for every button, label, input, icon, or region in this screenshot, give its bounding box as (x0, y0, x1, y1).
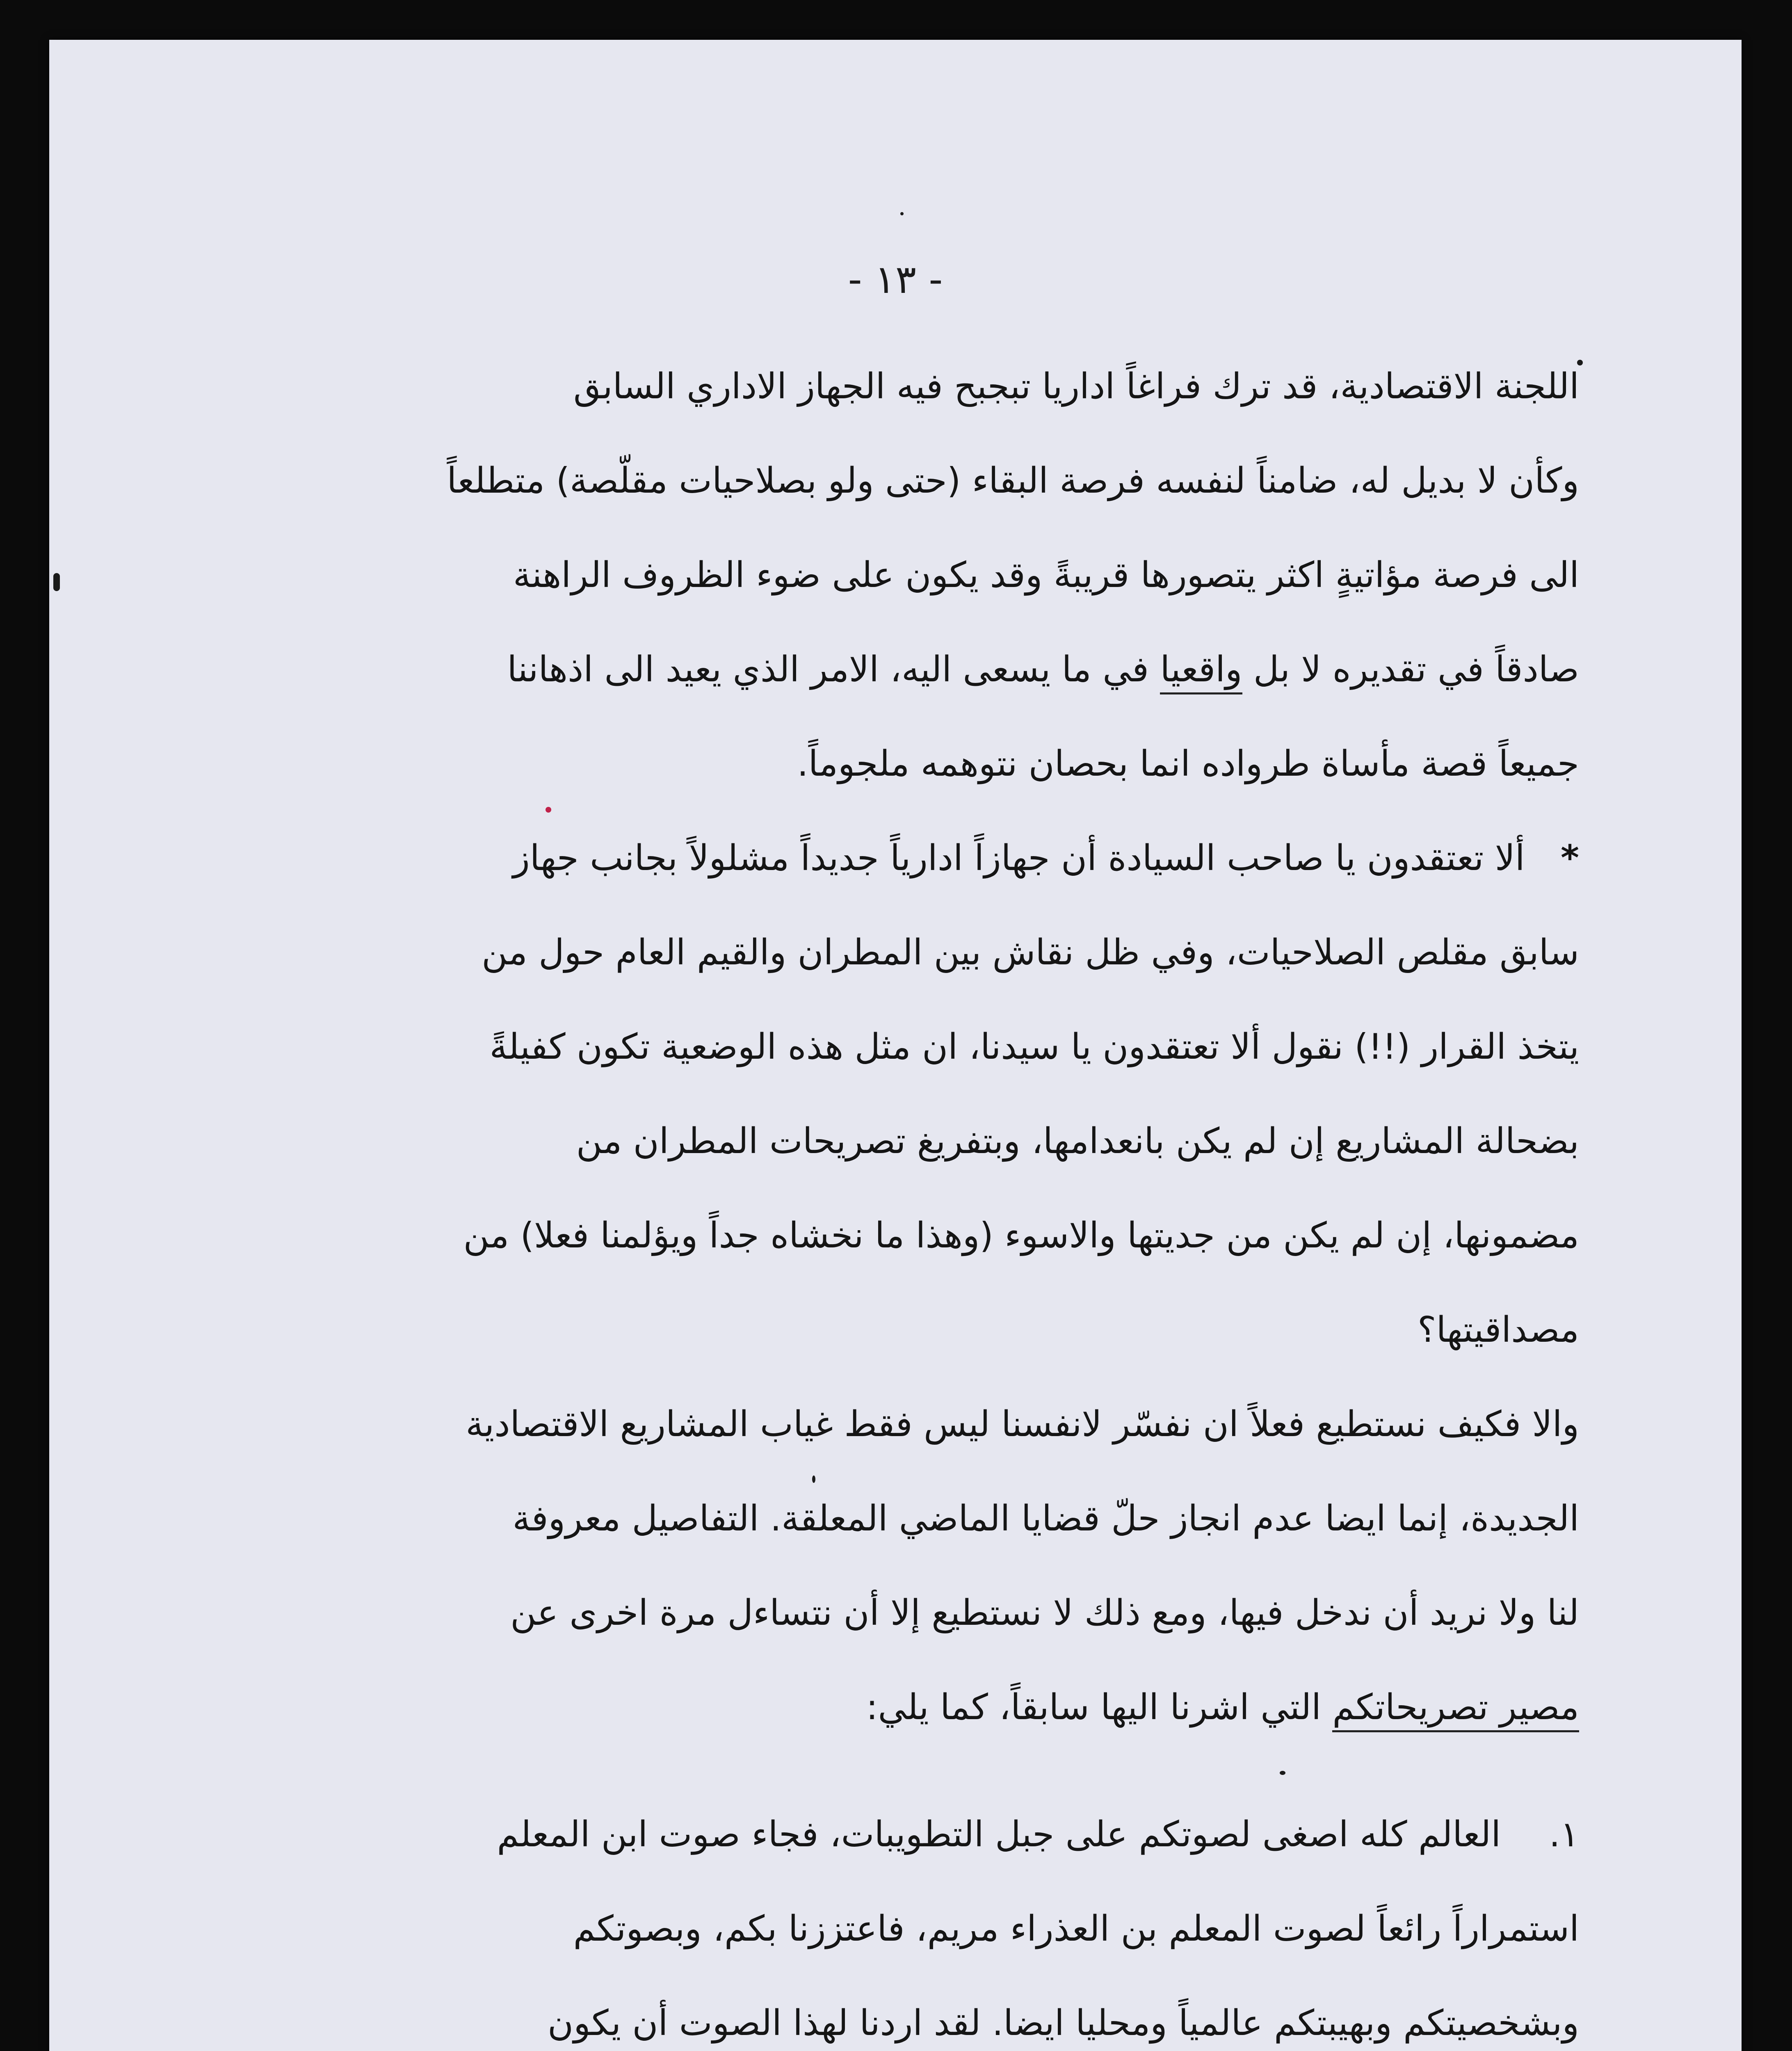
text-line: بضحالة المشاريع إن لم يكن بانعدامها، وبتفريغ تصريحات المطران من (576, 1121, 1579, 1162)
text-line: يتخذ القرار (!!) نقول ألا تعتقدون يا سيدنا، ان مثل هذه الوضعية تكون كفيلةً (489, 1026, 1579, 1067)
text-line: وبشخصيتكم وبهيبتكم عالمياً ومحليا ايضا. لقد اردنا لهذا الصوت أن يكون (548, 2003, 1579, 2044)
text-line: استمراراً رائعاً لصوت المعلم بن العذراء مريم، فاعتززنا بكم، وبصوتكم (573, 1908, 1579, 1949)
ink-mark (900, 212, 904, 215)
ink-mark (812, 1475, 815, 1483)
text-line: الى فرصة مؤاتيةٍ اكثر يتصورها قريبةً وقد يكون على ضوء الظروف الراهنة (513, 555, 1579, 596)
ink-mark (1577, 360, 1583, 365)
red-ink-mark (546, 807, 551, 813)
document-page (49, 40, 1742, 2051)
ink-mark (1280, 1771, 1285, 1775)
text-line: لنا ولا نريد أن ندخل فيها، ومع ذلك لا نستطيع إلا أن نتساءل مرة اخرى عن (510, 1592, 1579, 1633)
text-line (353, 1787, 1579, 1882)
text-line (353, 1660, 1579, 1754)
text-segment: ألا تعتقدون يا صاحب السيادة أن جهازاً ادارياً جديداً مشلولاً بجانب جهاز (513, 838, 1525, 879)
paragraph-1 (353, 339, 1579, 811)
text-line (353, 811, 1579, 905)
item-number: ١. (1549, 1814, 1579, 1855)
ink-mark (53, 573, 60, 591)
text-segment: في ما يسعى اليه، الامر الذي يعيد الى اذهاننا (507, 649, 1149, 690)
underlined-word: واقعيا (1160, 649, 1242, 694)
text-line: مضمونها، إن لم يكن من جديتها والاسوء (وهذا ما نخشاه جداً ويؤلمنا فعلا) من (463, 1215, 1579, 1256)
text-line: الجديدة، إنما ايضا عدم انجاز حلّ قضايا الماضي المعلقة. التفاصيل معروفة (512, 1498, 1579, 1539)
text-line: مصداقيتها؟ (1417, 1309, 1579, 1350)
text-segment: العالم كله اصغى لصوتكم على جبل التطويبات، فجاء صوت ابن المعلم (497, 1814, 1501, 1855)
text-line: وكأن لا بديل له، ضامناً لنفسه فرصة البقاء (حتى ولو بصلاحيات مقلّصة) متطلعاً (447, 460, 1579, 501)
paragraph-3 (353, 1377, 1579, 1754)
text-segment: صادقاً في تقديره لا بل (1253, 649, 1579, 690)
bullet-marker: * (1561, 838, 1579, 879)
text-segment: التي اشرنا اليها سابقاً، كما يلي: (866, 1687, 1321, 1728)
text-line: سابق مقلص الصلاحيات، وفي ظل نقاش بين المطران والقيم العام حول من (482, 932, 1579, 973)
text-line: اللجنة الاقتصادية، قد ترك فراغاً اداريا تبجبح فيه الجهاز الاداري السابق (573, 366, 1579, 407)
text-line: جميعاً قصة مأساة طرواده انما بحصان نتوهمه ملجوماً. (797, 743, 1579, 784)
page-number: - ١٣ - (848, 257, 943, 302)
numbered-item-1 (353, 1787, 1579, 2051)
underlined-phrase: مصير تصريحاتكم (1332, 1687, 1579, 1732)
paragraph-2 (353, 811, 1579, 1377)
text-line: والا فكيف نستطيع فعلاً ان نفسّر لانفسنا ليس فقط غياب المشاريع الاقتصادية (466, 1404, 1579, 1445)
text-line (353, 622, 1579, 717)
